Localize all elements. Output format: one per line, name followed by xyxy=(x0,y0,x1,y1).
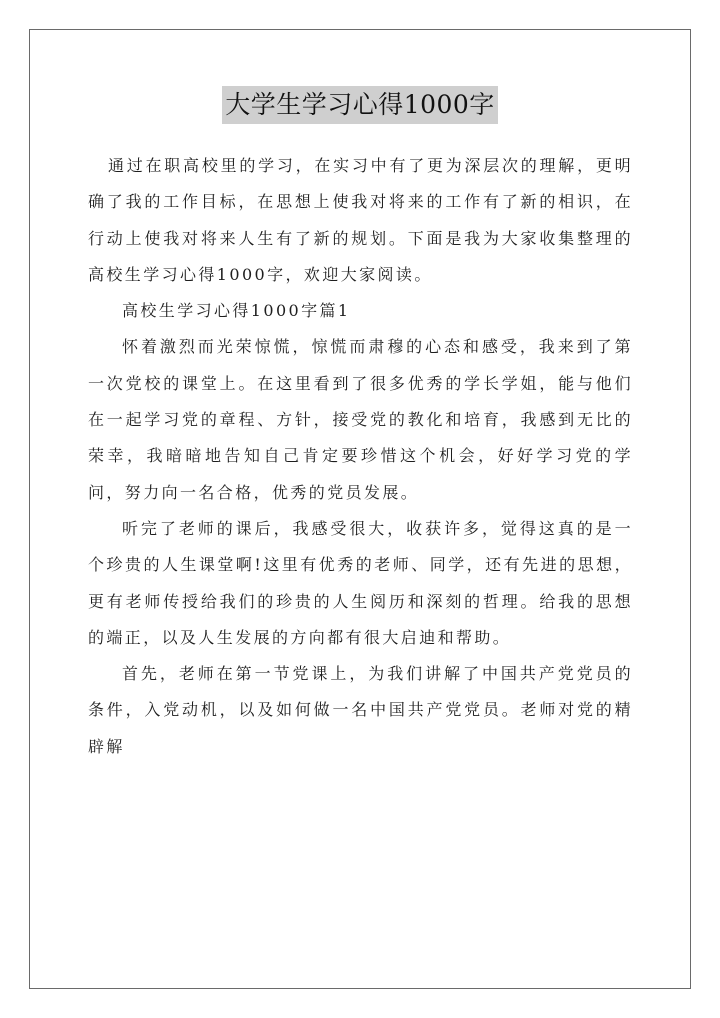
document-title: 大学生学习心得1000字 xyxy=(222,86,498,124)
document-body xyxy=(88,148,633,765)
intro-paragraph: 通过在职高校里的学习，在实习中有了更为深层次的理解，更明确了我的工作目标，在思想上使我对将来的工作有了新的相识，在行动上使我对将来人生有了新的规划。下面是我为大家收集整理的高校生学习心得1000字，欢迎大家阅读。 xyxy=(88,156,633,284)
body-paragraph-3: 首先，老师在第一节党课上，为我们讲解了中国共产党党员的条件，入党动机，以及如何做一名中国共产党党员。老师对党的精辟解 xyxy=(88,664,633,756)
body-paragraph-2: 听完了老师的课后，我感受很大，收获许多，觉得这真的是一个珍贵的人生课堂啊!这里有优秀的老师、同学，还有先进的思想，更有老师传授给我们的珍贵的人生阅历和深刻的哲理。给我的思想的端正，以及人生发展的方向都有很大启迪和帮助。 xyxy=(88,518,633,647)
body-paragraph-1: 怀着激烈而光荣惊慌，惊慌而肃穆的心态和感受，我来到了第一次党校的课堂上。在这里看到了很多优秀的学长学姐，能与他们在一起学习党的章程、方针，接受党的教化和培育，我感到无比的荣幸，我暗暗地告知自己肯定要珍惜这个机会，好好学习党的学问，努力向一名合格，优秀的党员发展。 xyxy=(88,337,633,502)
section-heading: 高校生学习心得1000字篇1 xyxy=(122,301,351,321)
title-container xyxy=(0,86,720,124)
